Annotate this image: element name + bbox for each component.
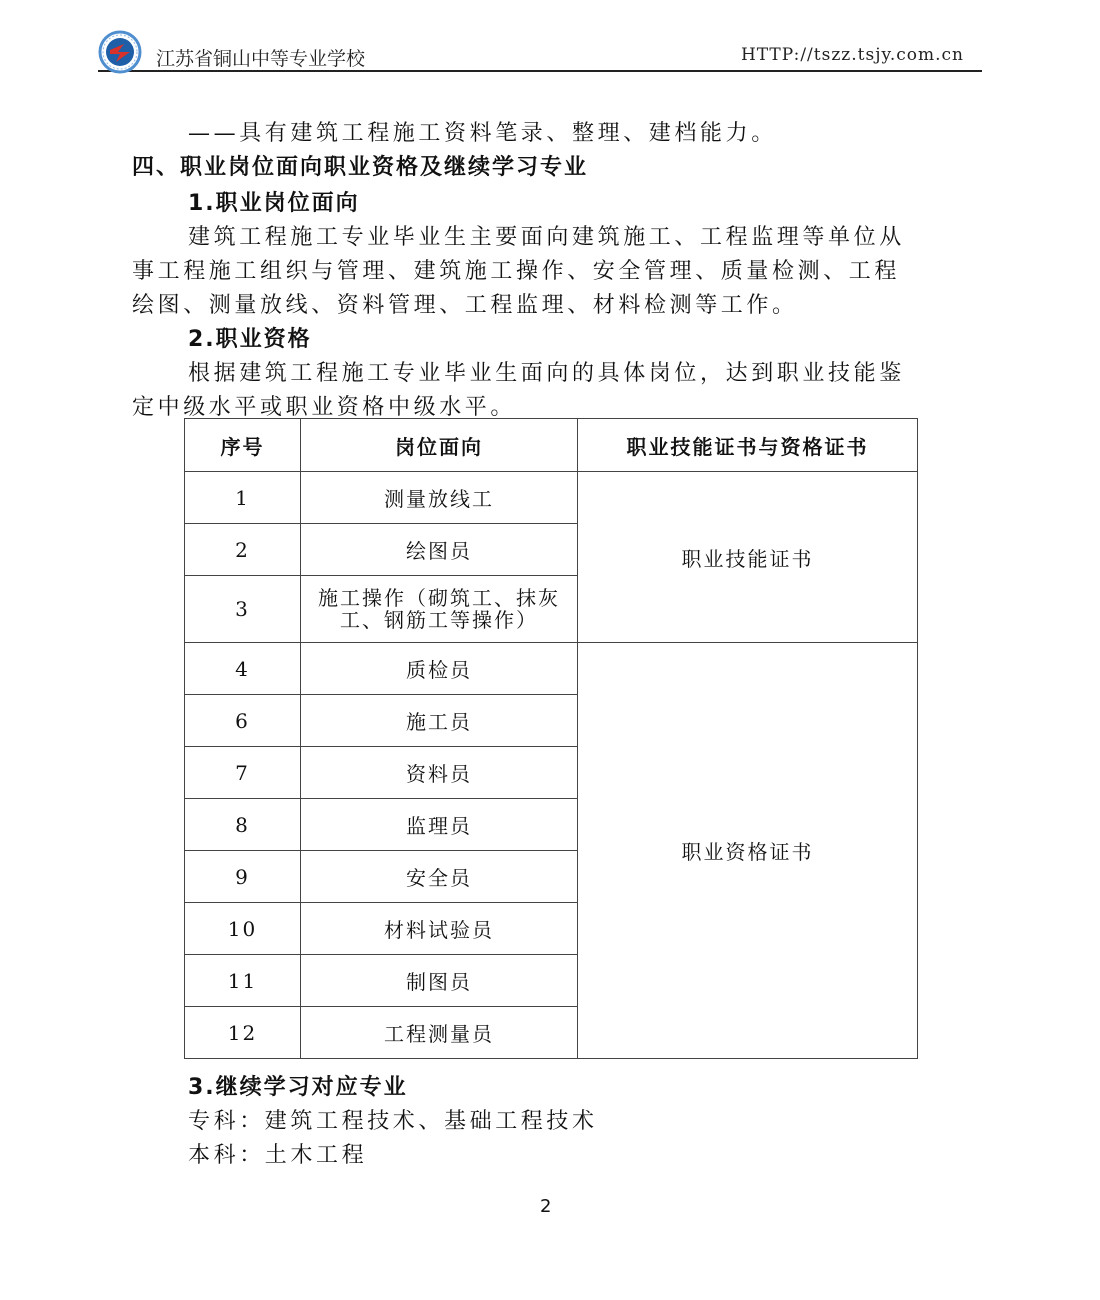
row-no: 6: [185, 695, 301, 747]
header-post: 岗位面向: [301, 419, 578, 472]
certificate-table: [184, 418, 918, 1059]
paragraph-4-1-line1: 建筑工程施工专业毕业生主要面向建筑施工、工程监理等单位从: [188, 225, 905, 250]
row-no: 8: [185, 799, 301, 851]
subheading-4-3: 3.继续学习对应专业: [188, 1075, 408, 1100]
row-post: 测量放线工: [301, 472, 578, 524]
continuing-study-bachelor: 本科：土木工程: [188, 1143, 368, 1168]
page-header: [98, 36, 982, 72]
paragraph-4-2-line1: 根据建筑工程施工专业毕业生面向的具体岗位，达到职业技能鉴: [188, 361, 905, 386]
section-heading-4: 四、职业岗位面向职业资格及继续学习专业: [132, 155, 589, 180]
continuing-study-junior: 专科：建筑工程技术、基础工程技术: [188, 1109, 598, 1134]
row-post: 安全员: [301, 851, 578, 903]
page-number: 2: [540, 1196, 552, 1217]
row-no: 7: [185, 747, 301, 799]
subheading-4-2: 2.职业资格: [188, 327, 312, 352]
row-post: 材料试验员: [301, 903, 578, 955]
ability-line: ——具有建筑工程施工资料笔录、整理、建档能力。: [188, 121, 777, 146]
paragraph-4-1-line2: 事工程施工组织与管理、建筑施工操作、安全管理、质量检测、工程: [132, 259, 901, 284]
row-post: 质检员: [301, 643, 578, 695]
school-logo-icon: [98, 30, 142, 74]
row-no: 11: [185, 955, 301, 1007]
school-name: 江苏省铜山中等专业学校: [156, 48, 366, 70]
cert-group-qualification: 职业资格证书: [578, 643, 918, 1059]
header-no: 序号: [185, 419, 301, 472]
row-post: 施工员: [301, 695, 578, 747]
table-row: [185, 472, 918, 524]
row-no: 2: [185, 524, 301, 576]
paragraph-4-1-line3: 绘图、测量放线、资料管理、工程监理、材料检测等工作。: [132, 293, 798, 318]
row-no: 1: [185, 472, 301, 524]
row-no: 12: [185, 1007, 301, 1059]
row-post: 监理员: [301, 799, 578, 851]
row-no: 10: [185, 903, 301, 955]
row-no: 4: [185, 643, 301, 695]
row-post: 工程测量员: [301, 1007, 578, 1059]
row-no: 3: [185, 576, 301, 643]
table-header-row: [185, 419, 918, 472]
cert-group-skill: 职业技能证书: [578, 472, 918, 643]
school-url: HTTP://tszz.tsjy.com.cn: [740, 45, 964, 65]
header-cert: 职业技能证书与资格证书: [578, 419, 918, 472]
subheading-4-1: 1.职业岗位面向: [188, 191, 360, 216]
row-post: 制图员: [301, 955, 578, 1007]
row-post: 绘图员: [301, 524, 578, 576]
row-no: 9: [185, 851, 301, 903]
paragraph-4-2-line2: 定中级水平或职业资格中级水平。: [132, 395, 517, 420]
row-post: 施工操作（砌筑工、抹灰工、钢筋工等操作）: [301, 576, 578, 643]
row-post: 资料员: [301, 747, 578, 799]
table-row: [185, 643, 918, 695]
